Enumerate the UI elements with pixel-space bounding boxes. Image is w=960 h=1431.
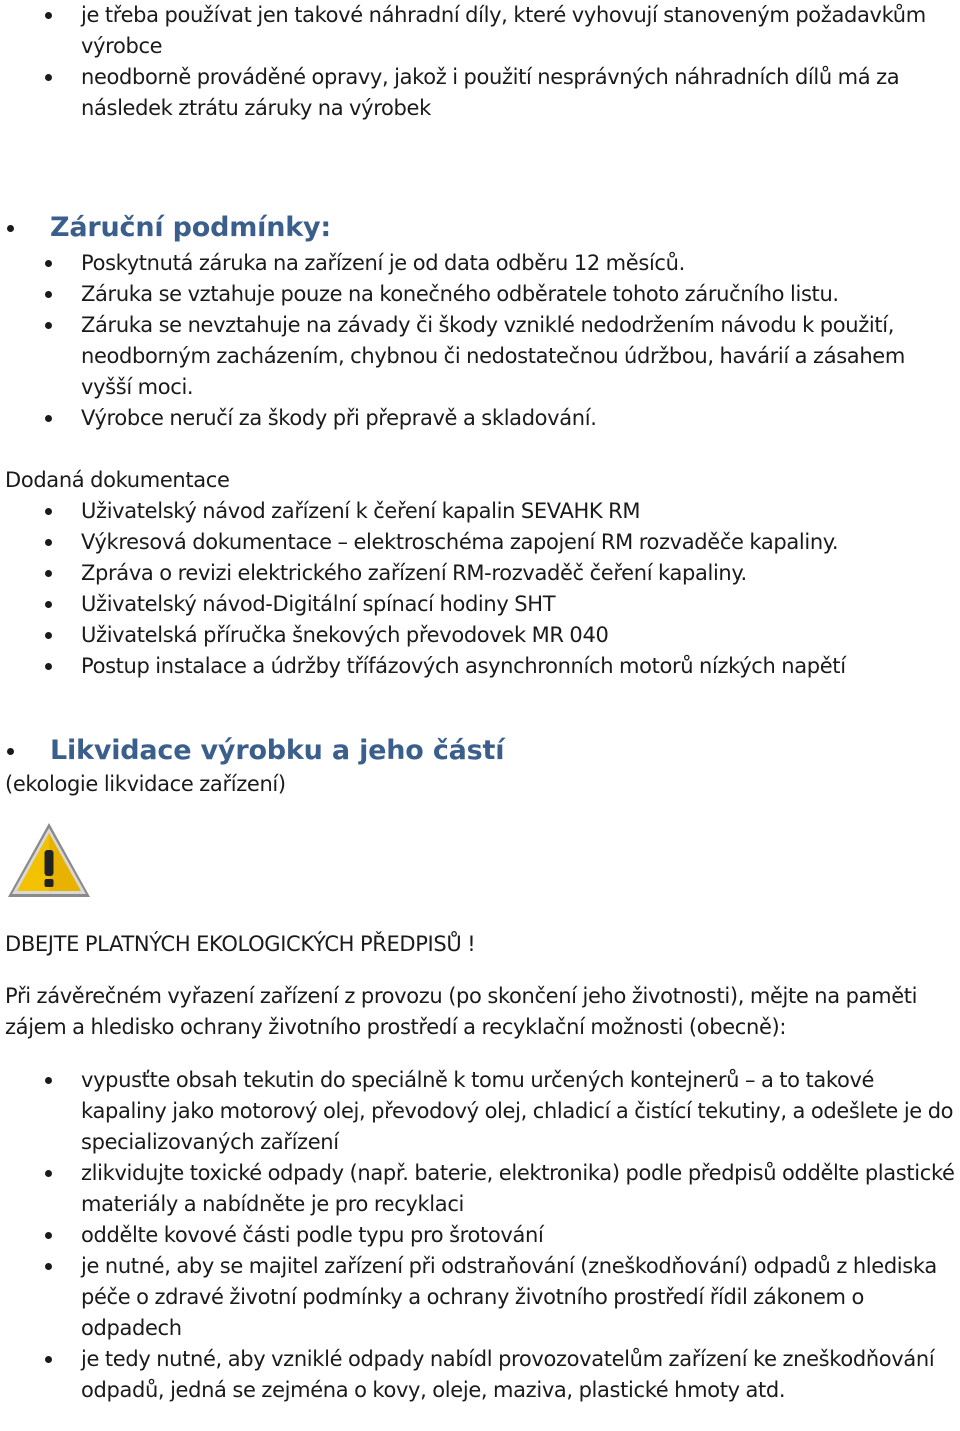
documentation-list xyxy=(0,496,960,682)
disposal-heading: Likvidace výrobku a jeho částí xyxy=(0,733,960,769)
list-item: Uživatelská příručka šnekových převodovek MR 040 xyxy=(0,620,960,651)
list-item: zlikvidujte toxické odpady (např. baterie, elektronika) podle předpisů oddělte plastické materiály a nabídněte je pro recyklaci xyxy=(0,1158,960,1220)
intro-list xyxy=(0,0,960,124)
warranty-heading: Záruční podmínky: xyxy=(0,210,960,246)
disposal-subheading: (ekologie likvidace zařízení) xyxy=(5,772,286,796)
list-item: Záruka se vztahuje pouze na konečného odběratele tohoto záručního listu. xyxy=(0,279,960,310)
list-item: neodborně prováděné opravy, jakož i použití nesprávných náhradních dílů má za následek ztrátu záruky na výrobek xyxy=(0,62,960,124)
list-item: Uživatelský návod zařízení k čeření kapalin SEVAHK RM xyxy=(0,496,960,527)
list-item: oddělte kovové části podle typu pro šrotování xyxy=(0,1220,960,1251)
list-item: Postup instalace a údržby třífázových asynchronních motorů nízkých napětí xyxy=(0,651,960,682)
list-item: Zpráva o revizi elektrického zařízení RM-rozvaděč čeření kapaliny. xyxy=(0,558,960,589)
warning-text: DBEJTE PLATNÝCH EKOLOGICKÝCH PŘEDPISŮ ! xyxy=(5,932,476,956)
disposal-paragraph: Při závěrečném vyřazení zařízení z provozu (po skončení jeho životnosti), mějte na paměti zájem a hledisko ochrany životního prostředí a recyklační možnosti (obecně): xyxy=(5,984,918,1039)
documentation-heading: Dodaná dokumentace xyxy=(5,468,230,492)
list-item: Poskytnutá záruka na zařízení je od data odběru 12 měsíců. xyxy=(0,248,960,279)
list-item: je nutné, aby se majitel zařízení při odstraňování (zneškodňování) odpadů z hlediska péče o zdravé životní podmínky a ochrany životního prostředí řídil zákonem o odpadech xyxy=(0,1251,960,1344)
list-item: Výrobce neručí za škody při přepravě a skladování. xyxy=(0,403,960,434)
warning-icon-wrap xyxy=(0,820,960,900)
warranty-list xyxy=(0,248,960,434)
list-item: Záruka se nevztahuje na závady či škody vzniklé nedodržením návodu k použití, neodborným zacházením, chybnou či nedostatečnou údržbou, havárií a zásahem vyšší moci. xyxy=(0,310,960,403)
list-item: je tedy nutné, aby vzniklé odpady nabídl provozovatelům zařízení ke zneškodňování odpadů, jedná se zejména o kovy, oleje, maziva, plastické hmoty atd. xyxy=(0,1344,960,1406)
list-item: vypusťte obsah tekutin do speciálně k tomu určených kontejnerů – a to takové kapaliny jako motorový olej, převodový olej, chladicí a čistící tekutiny, a odešlete je do specializovaných zařízení xyxy=(0,1065,960,1158)
warning-triangle-icon xyxy=(6,820,92,900)
list-item: Výkresová dokumentace – elektroschéma zapojení RM rozvaděče kapaliny. xyxy=(0,527,960,558)
disposal-list xyxy=(0,1065,960,1406)
list-item: Uživatelský návod-Digitální spínací hodiny SHT xyxy=(0,589,960,620)
list-item: je třeba používat jen takové náhradní díly, které vyhovují stanoveným požadavkům výrobce xyxy=(0,0,960,62)
